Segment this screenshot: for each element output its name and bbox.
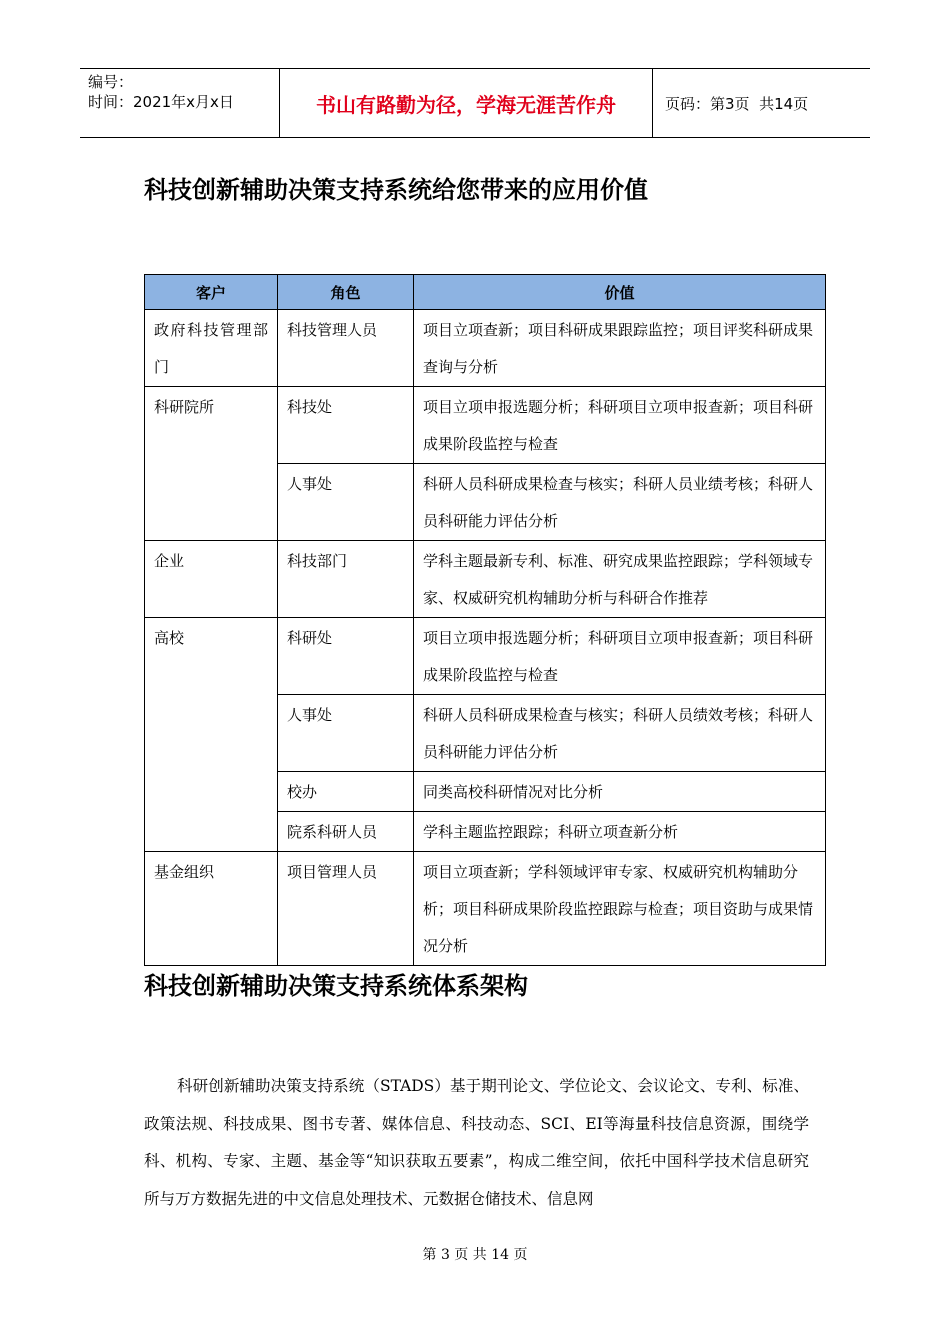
role-cell: 人事处: [278, 464, 414, 541]
table-row: [145, 618, 826, 695]
table-row: [145, 387, 826, 464]
header-page-label: 页码：第3页 共14页: [665, 94, 809, 113]
header-motto: 书山有路勤为径，学海无涯苦作舟: [280, 69, 653, 137]
role-cell: 科技管理人员: [278, 310, 414, 387]
value-cell: 学科主题监控跟踪；科研立项查新分析: [414, 812, 826, 852]
header-meta: [80, 69, 280, 137]
value-cell: 科研人员科研成果检查与核实；科研人员业绩考核；科研人员科研能力评估分析: [414, 464, 826, 541]
header-number-label: 编号：: [88, 73, 134, 91]
role-cell: 项目管理人员: [278, 852, 414, 966]
value-table: [144, 274, 826, 966]
role-cell: 校办: [278, 772, 414, 812]
role-cell: 人事处: [278, 695, 414, 772]
value-cell: 科研人员科研成果检查与核实；科研人员绩效考核；科研人员科研能力评估分析: [414, 695, 826, 772]
table-row: [145, 852, 826, 966]
role-cell: 科技部门: [278, 541, 414, 618]
value-cell: 项目立项查新；学科领域评审专家、权威研究机构辅助分析；项目科研成果阶段监控跟踪与检查；项目资助与成果情况分析: [414, 852, 826, 966]
header-customer: 客户: [145, 275, 278, 310]
customer-cell: 高校: [145, 618, 278, 852]
page-header: [80, 68, 870, 138]
header-time-label: 时间：2021年x月x日: [88, 93, 234, 111]
value-cell: 项目立项申报选题分析；科研项目立项申报查新；项目科研成果阶段监控与检查: [414, 387, 826, 464]
section-title-value: 科技创新辅助决策支持系统给您带来的应用价值: [144, 176, 648, 204]
role-cell: 科技处: [278, 387, 414, 464]
section-title-architecture: 科技创新辅助决策支持系统体系架构: [144, 972, 528, 1000]
header-role: 角色: [278, 275, 414, 310]
value-cell: 学科主题最新专利、标准、研究成果监控跟踪；学科领域专家、权威研究机构辅助分析与科研合作推荐: [414, 541, 826, 618]
value-cell: 项目立项申报选题分析；科研项目立项申报查新；项目科研成果阶段监控与检查: [414, 618, 826, 695]
page-footer: 第 3 页 共 14 页: [422, 1247, 528, 1263]
role-cell: 院系科研人员: [278, 812, 414, 852]
role-cell: 科研处: [278, 618, 414, 695]
value-cell: 项目立项查新；项目科研成果跟踪监控；项目评奖科研成果查询与分析: [414, 310, 826, 387]
architecture-paragraph: 科研创新辅助决策支持系统（STADS）基于期刊论文、学位论文、会议论文、专利、标准、政策法规、科技成果、图书专著、媒体信息、科技动态、SCI、EI等海量科技信息资源，围绕学科、机构、专家、主题、基金等“知识获取五要素”，构成二维空间，依托中国科学技术信息研究所与万方数据先进的中文信息处理技术、元数据仓储技术、信息网: [144, 1077, 809, 1208]
table-row: [145, 310, 826, 387]
header-value: 价值: [414, 275, 826, 310]
header-page-info: [653, 69, 870, 137]
value-cell: 同类高校科研情况对比分析: [414, 772, 826, 812]
customer-cell: 基金组织: [145, 852, 278, 966]
table-row: [145, 541, 826, 618]
customer-cell: 企业: [145, 541, 278, 618]
customer-cell: 政府科技管理部门: [145, 310, 278, 387]
customer-cell: 科研院所: [145, 387, 278, 541]
table-header-row: [145, 275, 826, 310]
